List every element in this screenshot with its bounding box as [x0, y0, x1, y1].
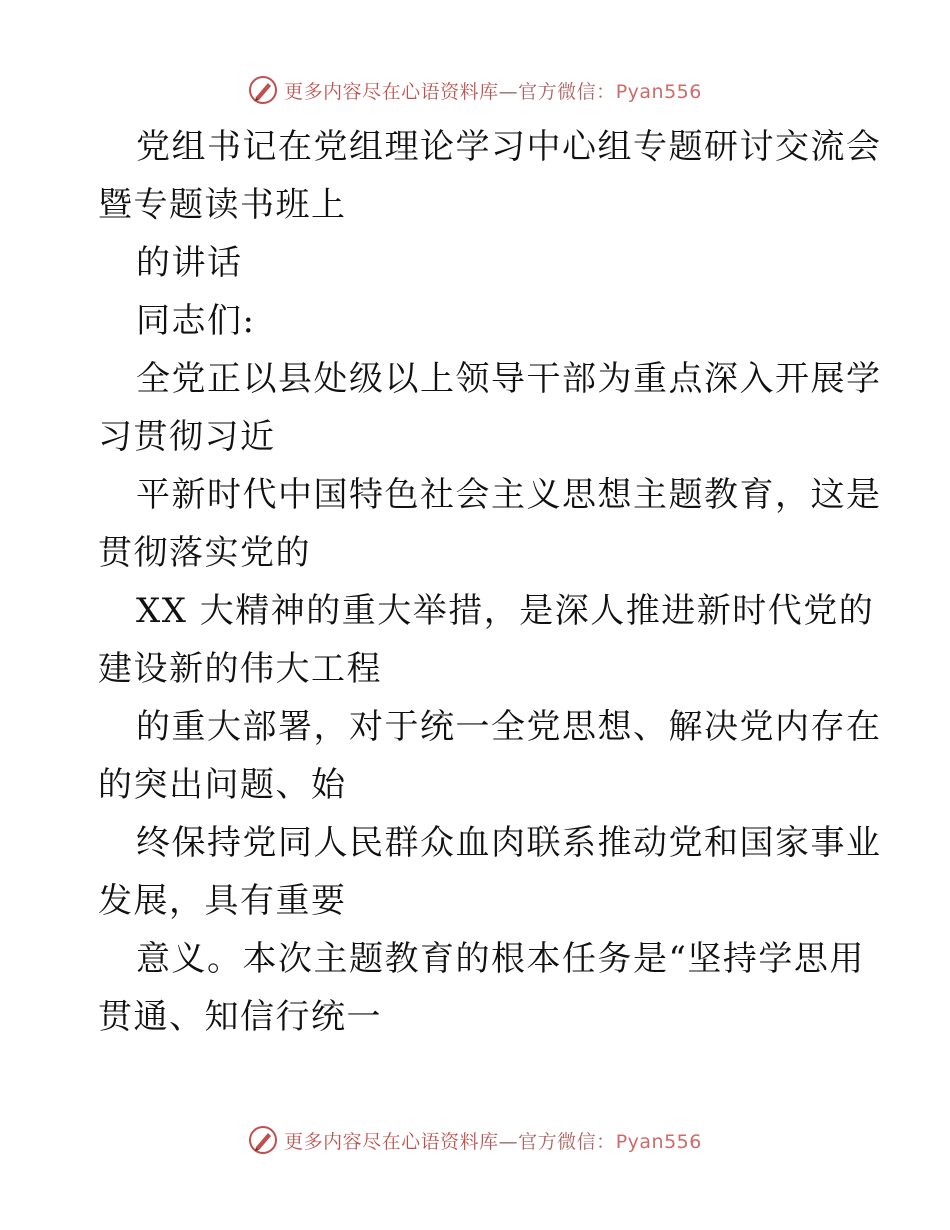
- document-body: [98, 118, 882, 1046]
- paragraph-line: 贯彻落实党的: [98, 533, 311, 573]
- watermark-site-text: 更多内容尽在心语资料库: [284, 1130, 499, 1153]
- pen-logo-icon: [248, 1125, 278, 1155]
- watermark-wechat-id: Pyan556: [615, 80, 702, 103]
- watermark-wechat-label: 官方微信：: [518, 80, 616, 103]
- watermark-wechat-id: Pyan556: [615, 1130, 702, 1153]
- paragraph-line: 全党正以县处级以上领导干部为重点深入开展学: [136, 359, 882, 399]
- watermark-banner-top: [0, 70, 950, 110]
- watermark-site-text: 更多内容尽在心语资料库: [284, 80, 499, 103]
- paragraph-line: 习贯彻习近: [98, 417, 276, 457]
- paragraph-line: 发展，具有重要: [98, 881, 347, 921]
- paragraph-line: 的突出问题、始: [98, 765, 347, 805]
- paragraph-line: 建设新的伟大工程: [98, 649, 382, 689]
- watermark-banner-bottom: [0, 1120, 950, 1160]
- watermark-dash: —: [498, 80, 519, 103]
- paragraph-line: 终保持党同人民群众血肉联系推动党和国家事业: [136, 823, 882, 863]
- title-line-3: 的讲话: [136, 243, 243, 283]
- watermark-wechat-label: 官方微信：: [518, 1130, 616, 1153]
- title-line-1: 党组书记在党组理论学习中心组专题研讨交流会: [136, 127, 882, 167]
- salutation: 同志们:: [136, 301, 256, 341]
- paragraph-line: 意义。本次主题教育的根本任务是“坚持学思用: [136, 939, 865, 979]
- title-line-2: 暨专题读书班上: [98, 185, 347, 225]
- pen-logo-icon: [248, 75, 278, 105]
- paragraph-line: 平新时代中国特色社会主义思想主题教育，这是: [136, 475, 882, 515]
- paragraph-line: XX 大精神的重大举措，是深人推进新时代党的: [136, 591, 875, 631]
- paragraph-line: 的重大部署，对于统一全党思想、解决党内存在: [136, 707, 882, 747]
- watermark-dash: —: [498, 1130, 519, 1153]
- paragraph-line: 贯通、知信行统一: [98, 997, 382, 1037]
